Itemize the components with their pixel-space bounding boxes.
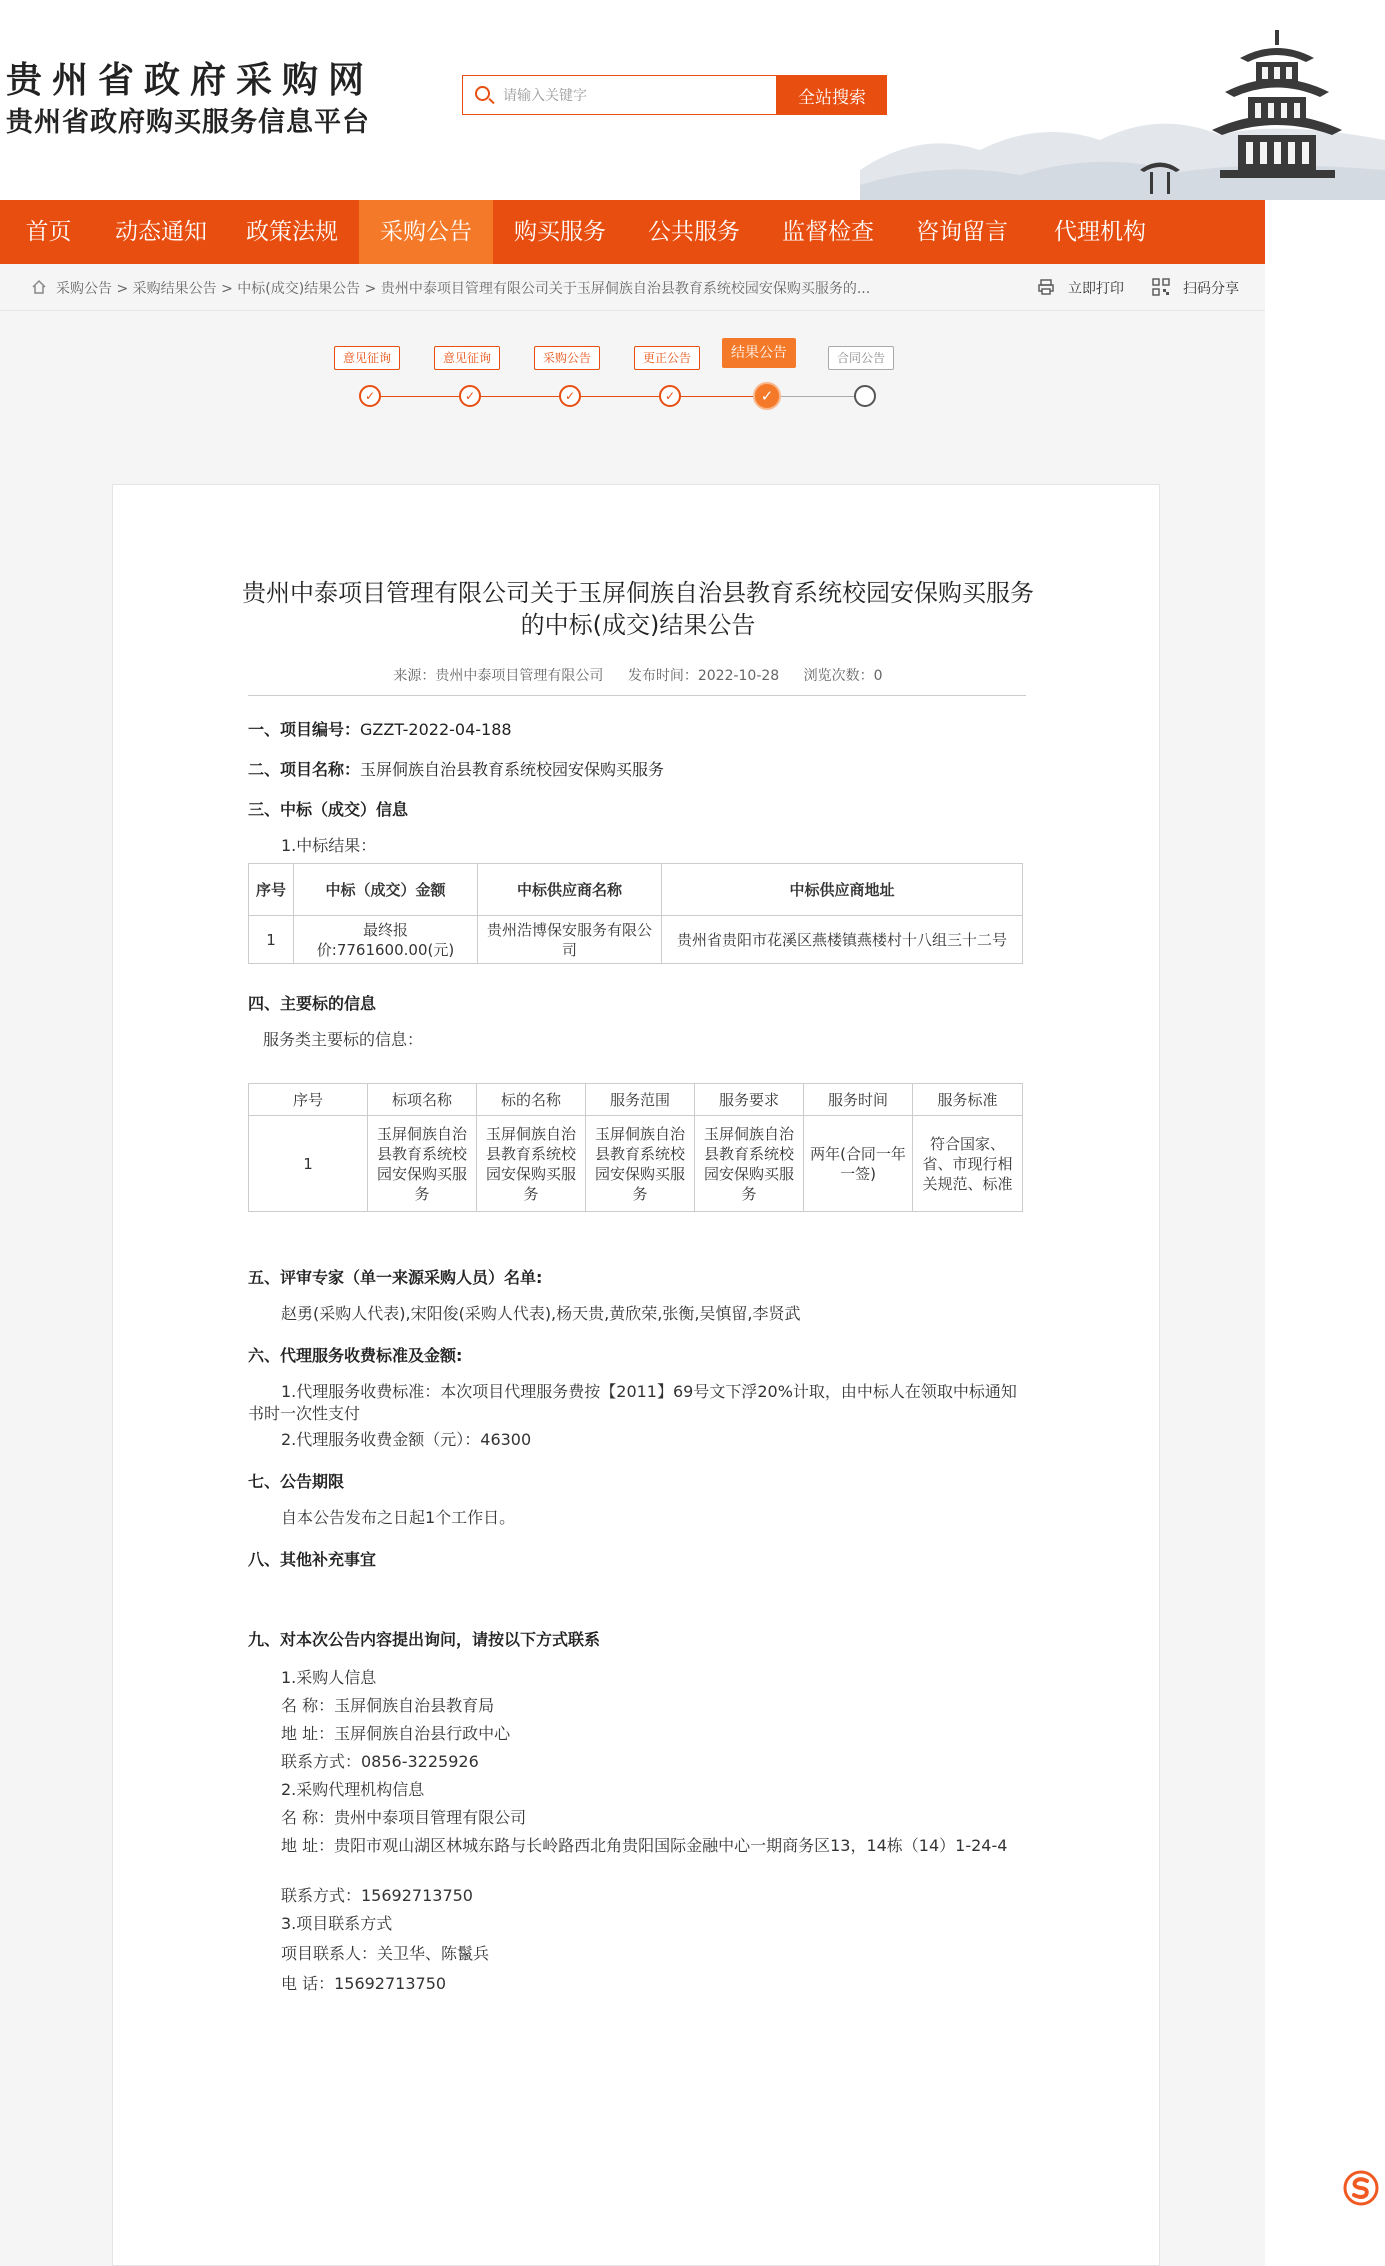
table-cell: 玉屏侗族自治县教育系统校园安保购买服务 bbox=[695, 1116, 804, 1212]
step-connector bbox=[381, 396, 459, 397]
section-heading: 三、中标（成交）信息 bbox=[248, 800, 409, 819]
qr-code-icon[interactable] bbox=[1152, 278, 1170, 296]
table-header: 中标供应商名称 bbox=[478, 864, 662, 916]
section-other-matters bbox=[248, 1547, 376, 1570]
nav-item-supervision[interactable]: 监督检查 bbox=[782, 219, 874, 245]
site-logo-title[interactable]: 贵州省政府采购网 bbox=[6, 60, 375, 101]
table-cell: 玉屏侗族自治县教育系统校园安保购买服务 bbox=[477, 1116, 586, 1212]
nav-item-agencies[interactable]: 代理机构 bbox=[1054, 219, 1146, 245]
section-heading: 六、代理服务收费标准及金额: bbox=[248, 1346, 463, 1365]
article-publish-time: 发布时间：2022-10-28 bbox=[627, 668, 780, 684]
article-views: 浏览次数：0 bbox=[803, 668, 883, 684]
section-award-info bbox=[248, 797, 408, 820]
print-button[interactable]: 立即打印 bbox=[1068, 281, 1124, 297]
buyer-address: 地 址：玉屏侗族自治县行政中心 bbox=[281, 1724, 511, 1743]
main-subject-table bbox=[248, 1083, 1023, 1212]
pagoda-scenery-image bbox=[860, 0, 1385, 200]
step-done-check-icon: ✓ bbox=[559, 385, 581, 407]
buyer-name: 名 称：玉屏侗族自治县教育局 bbox=[281, 1696, 495, 1715]
project-name: 玉屏侗族自治县教育系统校园安保购买服务 bbox=[360, 760, 665, 779]
site-logo-subtitle[interactable]: 贵州省政府购买服务信息平台 bbox=[6, 107, 370, 138]
step-connector bbox=[681, 396, 753, 397]
table-header: 服务标准 bbox=[913, 1084, 1023, 1116]
article-meta bbox=[248, 665, 1028, 685]
right-edge-strip bbox=[1265, 200, 1385, 2266]
search-icon bbox=[475, 86, 490, 101]
project-contact-person: 项目联系人：关卫华、陈鬣兵 bbox=[281, 1944, 490, 1963]
table-cell: 1 bbox=[249, 916, 294, 964]
breadcrumb-bar bbox=[0, 264, 1265, 311]
table-header: 序号 bbox=[249, 864, 294, 916]
section-heading: 八、其他补充事宜 bbox=[248, 1550, 377, 1569]
table-header: 标的名称 bbox=[477, 1084, 586, 1116]
process-steps bbox=[0, 330, 1265, 420]
step-done-check-icon: ✓ bbox=[459, 385, 481, 407]
section-heading: 九、对本次公告内容提出询问，请按以下方式联系 bbox=[248, 1630, 601, 1649]
breadcrumb[interactable]: 采购公告 > 采购结果公告 > 中标(成交)结果公告 > 贵州中泰项目管理有限公司关于玉屏侗族自治县教育系统校园安保购买服务的... bbox=[56, 281, 871, 297]
step-pending-circle-icon bbox=[854, 385, 876, 407]
step-tag-consultation-1[interactable]: 意见征询 bbox=[334, 346, 400, 370]
site-header bbox=[0, 0, 1385, 200]
step-connector bbox=[481, 396, 559, 397]
article-card bbox=[112, 484, 1160, 2266]
section-heading: 一、项目编号： bbox=[248, 720, 361, 739]
agent-info-title: 2.采购代理机构信息 bbox=[281, 1780, 425, 1799]
table-cell: 贵州浩博保安服务有限公司 bbox=[478, 916, 662, 964]
qr-share-button[interactable]: 扫码分享 bbox=[1183, 281, 1239, 297]
project-contact-phone: 电 话：15692713750 bbox=[281, 1974, 447, 1993]
home-icon[interactable] bbox=[31, 279, 47, 295]
step-connector bbox=[581, 396, 659, 397]
table-cell: 两年(合同一年一签) bbox=[804, 1116, 913, 1212]
search-input[interactable] bbox=[501, 76, 775, 116]
step-connector bbox=[781, 396, 854, 397]
expert-list: 赵勇(采购人代表),宋阳俊(采购人代表),杨天贵,黄欣荣,张衡,吴慎留,李贤武 bbox=[281, 1304, 801, 1323]
section-main-subject bbox=[248, 991, 376, 1014]
nav-item-public-services[interactable]: 公共服务 bbox=[648, 219, 740, 245]
site-search-button[interactable]: 全站搜索 bbox=[777, 75, 887, 115]
nav-item-procurement-notices[interactable]: 采购公告 bbox=[359, 200, 493, 264]
table-header: 服务范围 bbox=[586, 1084, 695, 1116]
table-header: 服务要求 bbox=[695, 1084, 804, 1116]
article-source: 来源：贵州中泰项目管理有限公司 bbox=[393, 668, 604, 684]
table-header: 中标供应商地址 bbox=[662, 864, 1023, 916]
section-agency-fee bbox=[248, 1343, 462, 1366]
table-header: 标项名称 bbox=[368, 1084, 477, 1116]
award-result-label: 1.中标结果： bbox=[281, 836, 377, 855]
printer-icon[interactable] bbox=[1037, 278, 1055, 296]
table-header: 中标（成交）金额 bbox=[294, 864, 478, 916]
step-done-check-icon: ✓ bbox=[659, 385, 681, 407]
title-divider bbox=[248, 695, 1026, 696]
project-number: GZZT-2022-04-188 bbox=[360, 720, 512, 739]
notice-period: 自本公告发布之日起1个工作日。 bbox=[281, 1508, 516, 1527]
table-cell: 1 bbox=[249, 1116, 368, 1212]
section-contact bbox=[248, 1627, 600, 1650]
agent-phone: 联系方式：15692713750 bbox=[281, 1886, 473, 1905]
table-cell: 玉屏侗族自治县教育系统校园安保购买服务 bbox=[368, 1116, 477, 1212]
award-result-table bbox=[248, 863, 1023, 964]
nav-item-home[interactable]: 首页 bbox=[25, 219, 72, 245]
section-project-number bbox=[248, 717, 512, 740]
table-cell: 贵州省贵阳市花溪区燕楼镇燕楼村十八组三十二号 bbox=[662, 916, 1023, 964]
step-done-check-icon: ✓ bbox=[359, 385, 381, 407]
buyer-phone: 联系方式：0856-3225926 bbox=[281, 1752, 479, 1771]
step-tag-result-notice[interactable]: 结果公告 bbox=[722, 338, 796, 368]
table-header: 服务时间 bbox=[804, 1084, 913, 1116]
agent-address: 地 址：贵阳市观山湖区林城东路与长岭路西北角贵阳国际金融中心一期商务区13，14栋（14）1-24-4 bbox=[281, 1836, 1008, 1855]
agency-fee-standard: 1.代理服务收费标准：本次项目代理服务费按【2011】69号文下浮20%计取，由中标人在领取中标通知书时一次性支付 bbox=[248, 1382, 1017, 1423]
project-contact-title: 3.项目联系方式 bbox=[281, 1914, 393, 1933]
nav-item-notices[interactable]: 动态通知 bbox=[115, 219, 207, 245]
section-notice-period bbox=[248, 1469, 344, 1492]
section-heading: 二、项目名称： bbox=[248, 760, 361, 779]
section-experts bbox=[248, 1265, 542, 1288]
nav-item-policies[interactable]: 政策法规 bbox=[246, 219, 338, 245]
buyer-info-title: 1.采购人信息 bbox=[281, 1668, 377, 1687]
nav-item-consultation[interactable]: 咨询留言 bbox=[916, 219, 1008, 245]
step-tag-correction-notice[interactable]: 更正公告 bbox=[634, 346, 700, 370]
agency-fee-amount: 2.代理服务收费金额（元）：46300 bbox=[281, 1430, 532, 1449]
agent-name: 名 称：贵州中泰项目管理有限公司 bbox=[281, 1808, 527, 1827]
table-cell: 玉屏侗族自治县教育系统校园安保购买服务 bbox=[586, 1116, 695, 1212]
section-heading: 四、主要标的信息 bbox=[248, 994, 377, 1013]
step-tag-procurement-notice[interactable]: 采购公告 bbox=[534, 346, 600, 370]
section-heading: 七、公告期限 bbox=[248, 1472, 345, 1491]
section-heading: 五、评审专家（单一来源采购人员）名单: bbox=[248, 1268, 543, 1287]
table-cell: 最终报价:7761600.00(元) bbox=[294, 916, 478, 964]
step-current-check-icon: ✓ bbox=[753, 382, 781, 410]
main-subject-label: 服务类主要标的信息： bbox=[263, 1030, 424, 1049]
section-project-name bbox=[248, 757, 664, 780]
search-box bbox=[462, 75, 777, 115]
table-cell: 符合国家、省、市现行相关规范、标准 bbox=[913, 1116, 1023, 1212]
main-nav bbox=[0, 200, 1385, 264]
step-tag-consultation-2[interactable]: 意见征询 bbox=[434, 346, 500, 370]
article-title: 贵州中泰项目管理有限公司关于玉屏侗族自治县教育系统校园安保购买服务的中标(成交)结果公告 bbox=[242, 579, 1034, 639]
step-tag-contract-notice[interactable]: 合同公告 bbox=[828, 346, 894, 370]
floating-s-logo-icon[interactable] bbox=[1343, 2170, 1379, 2206]
table-header: 序号 bbox=[249, 1084, 368, 1116]
nav-item-purchase-services[interactable]: 购买服务 bbox=[514, 219, 606, 245]
